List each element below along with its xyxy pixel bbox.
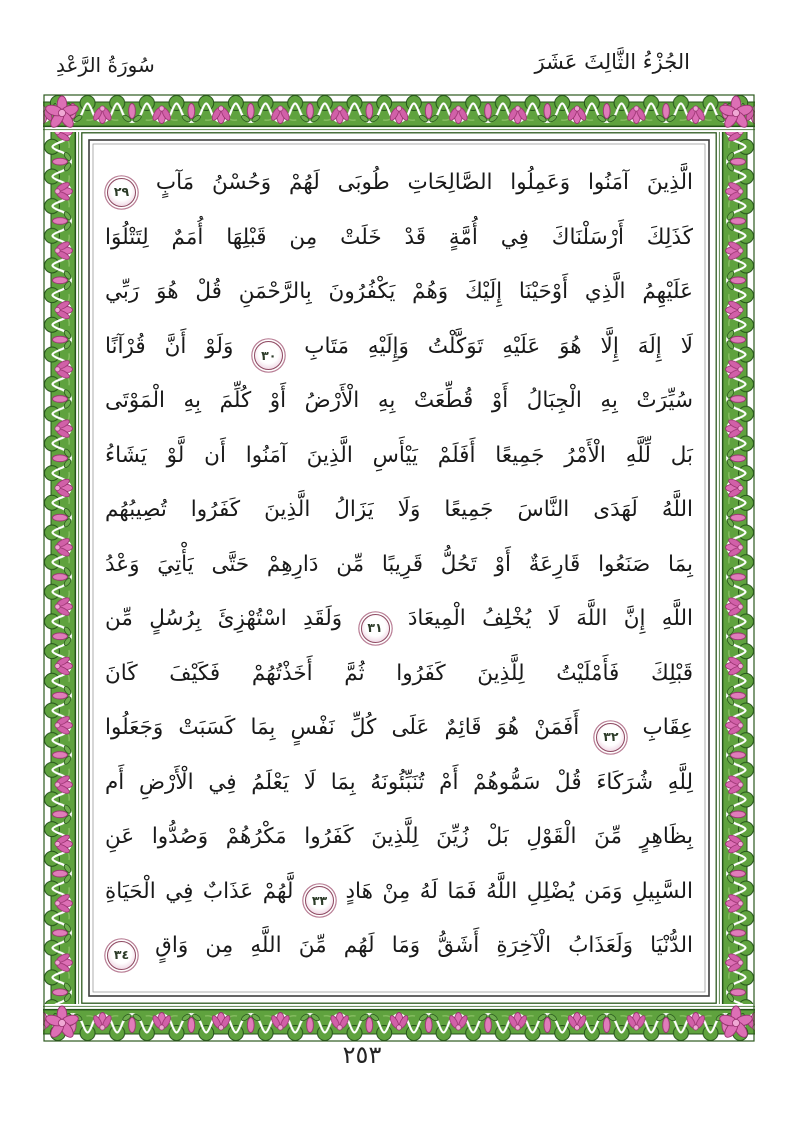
verse-end-marker — [596, 723, 625, 752]
border-band-right — [717, 132, 755, 1004]
quran-line — [105, 211, 693, 266]
quran-text-area — [97, 146, 701, 990]
verse-number: ٣٤ — [113, 947, 130, 962]
ayah-text: قَبْلِكَ فَأَمْلَيْتُ لِلَّذِينَ كَفَرُوا ثُمَّ أَخَذْتُهُمْ فَكَيْفَ كَانَ — [105, 660, 693, 686]
surah-header: سُورَةُ الرَّعْدِ — [56, 53, 155, 77]
ayah-text: أَفَمَنْ هُوَ قَائِمٌ عَلَى كُلِّ نَفْسٍ بِمَا كَسَبَتْ وَجَعَلُوا — [105, 715, 580, 740]
quran-line — [105, 483, 693, 538]
quran-line — [105, 156, 693, 211]
page-number: ٢٥٣ — [342, 1041, 382, 1069]
border-band-top — [43, 94, 755, 132]
verse-end-marker — [107, 941, 136, 970]
ayah-text: بِظَاهِرٍ مِّنَ الْقَوْلِ بَلْ زُيِّنَ لِلَّذِينَ كَفَرُوا مَكْرُهُمْ وَصُدُّوا عَنِ — [105, 824, 693, 849]
quran-line — [105, 647, 693, 702]
border-band-bottom — [43, 1004, 755, 1042]
verse-number: ٢٩ — [113, 184, 130, 199]
verse-end-marker — [361, 614, 390, 643]
quran-line — [105, 701, 693, 756]
verse-end-marker — [107, 178, 136, 207]
quran-line — [105, 810, 693, 865]
ayah-text: وَلَوْ أَنَّ قُرْآنًا — [105, 333, 234, 359]
quran-line — [105, 592, 693, 647]
quran-line — [105, 756, 693, 811]
juz-header: الجُزْءُ الثَّالِثَ عَشَرَ — [534, 50, 690, 74]
quran-line — [105, 265, 693, 320]
quran-line — [105, 865, 693, 920]
ayah-text: لَا إِلَهَ إِلَّا هُوَ عَلَيْهِ تَوَكَّلْتُ وَإِلَيْهِ مَتَابِ — [304, 333, 693, 359]
ayah-text: عِقَابِ — [642, 715, 693, 740]
verse-number: ٣٣ — [311, 892, 328, 908]
ayah-text: السَّبِيلِ وَمَن يُضْلِلِ اللَّهُ فَمَا لَهُ مِنْ هَادٍ — [345, 878, 693, 904]
verse-end-marker — [305, 886, 334, 915]
border-band-left — [43, 132, 81, 1004]
ayah-text: سُيِّرَتْ بِهِ الْجِبَالُ أَوْ قُطِّعَتْ بِهِ الْأَرْضُ أَوْ كُلِّمَ بِهِ الْمَوْتَى — [105, 388, 693, 413]
ayah-text: لِلَّهِ شُرَكَاءَ قُلْ سَمُّوهُمْ أَمْ تُنَبِّئُونَهُ بِمَا لَا يَعْلَمُ فِي الْأَرْضِ أَم — [105, 769, 693, 795]
verse-number: ٣٠ — [261, 347, 277, 363]
ayah-text: اللَّهِ إِنَّ اللَّهَ لَا يُخْلِفُ الْمِيعَادَ — [407, 606, 693, 631]
verse-number: ٣٢ — [603, 729, 619, 744]
ayah-text: بِمَا صَنَعُوا قَارِعَةٌ أَوْ تَحُلُّ قَرِيبًا مِّن دَارِهِمْ حَتَّى يَأْتِيَ وَعْدُ — [105, 551, 693, 577]
quran-line — [105, 320, 693, 375]
ayah-text: الَّذِينَ آمَنُوا وَعَمِلُوا الصَّالِحَاتِ طُوبَى لَهُمْ وَحُسْنُ مَآبٍ — [155, 170, 693, 195]
quran-line — [105, 374, 693, 429]
quran-line — [105, 538, 693, 593]
quran-line — [105, 919, 693, 974]
ayah-text: اللَّهُ لَهَدَى النَّاسَ جَمِيعًا وَلَا يَزَالُ الَّذِينَ كَفَرُوا تُصِيبُهُم — [105, 497, 693, 522]
quran-line — [105, 429, 693, 484]
ayah-text: الدُّنْيَا وَلَعَذَابُ الْآخِرَةِ أَشَقُّ وَمَا لَهُم مِّنَ اللَّهِ مِن وَاقٍ — [155, 933, 693, 958]
ayah-text: بَل لِّلَّهِ الْأَمْرُ جَمِيعًا أَفَلَمْ يَيْأَسِ الَّذِينَ آمَنُوا أَن لَّوْ يَشَاءُ — [105, 442, 693, 468]
ayah-text: وَلَقَدِ اسْتُهْزِئَ بِرُسُلٍ مِّن — [105, 606, 343, 631]
verse-number: ٣١ — [367, 620, 383, 635]
ayah-text: لَّهُمْ عَذَابٌ فِي الْحَيَاةِ — [105, 878, 294, 904]
verse-end-marker — [254, 341, 283, 370]
ayah-text: كَذَلِكَ أَرْسَلْنَاكَ فِي أُمَّةٍ قَدْ خَلَتْ مِن قَبْلِهَا أُمَمٌ لِتَتْلُوَا — [105, 224, 693, 250]
ayah-text: عَلَيْهِمُ الَّذِي أَوْحَيْنَا إِلَيْكَ وَهُمْ يَكْفُرُونَ بِالرَّحْمَنِ قُلْ هُوَ رَبِّي — [105, 279, 693, 304]
